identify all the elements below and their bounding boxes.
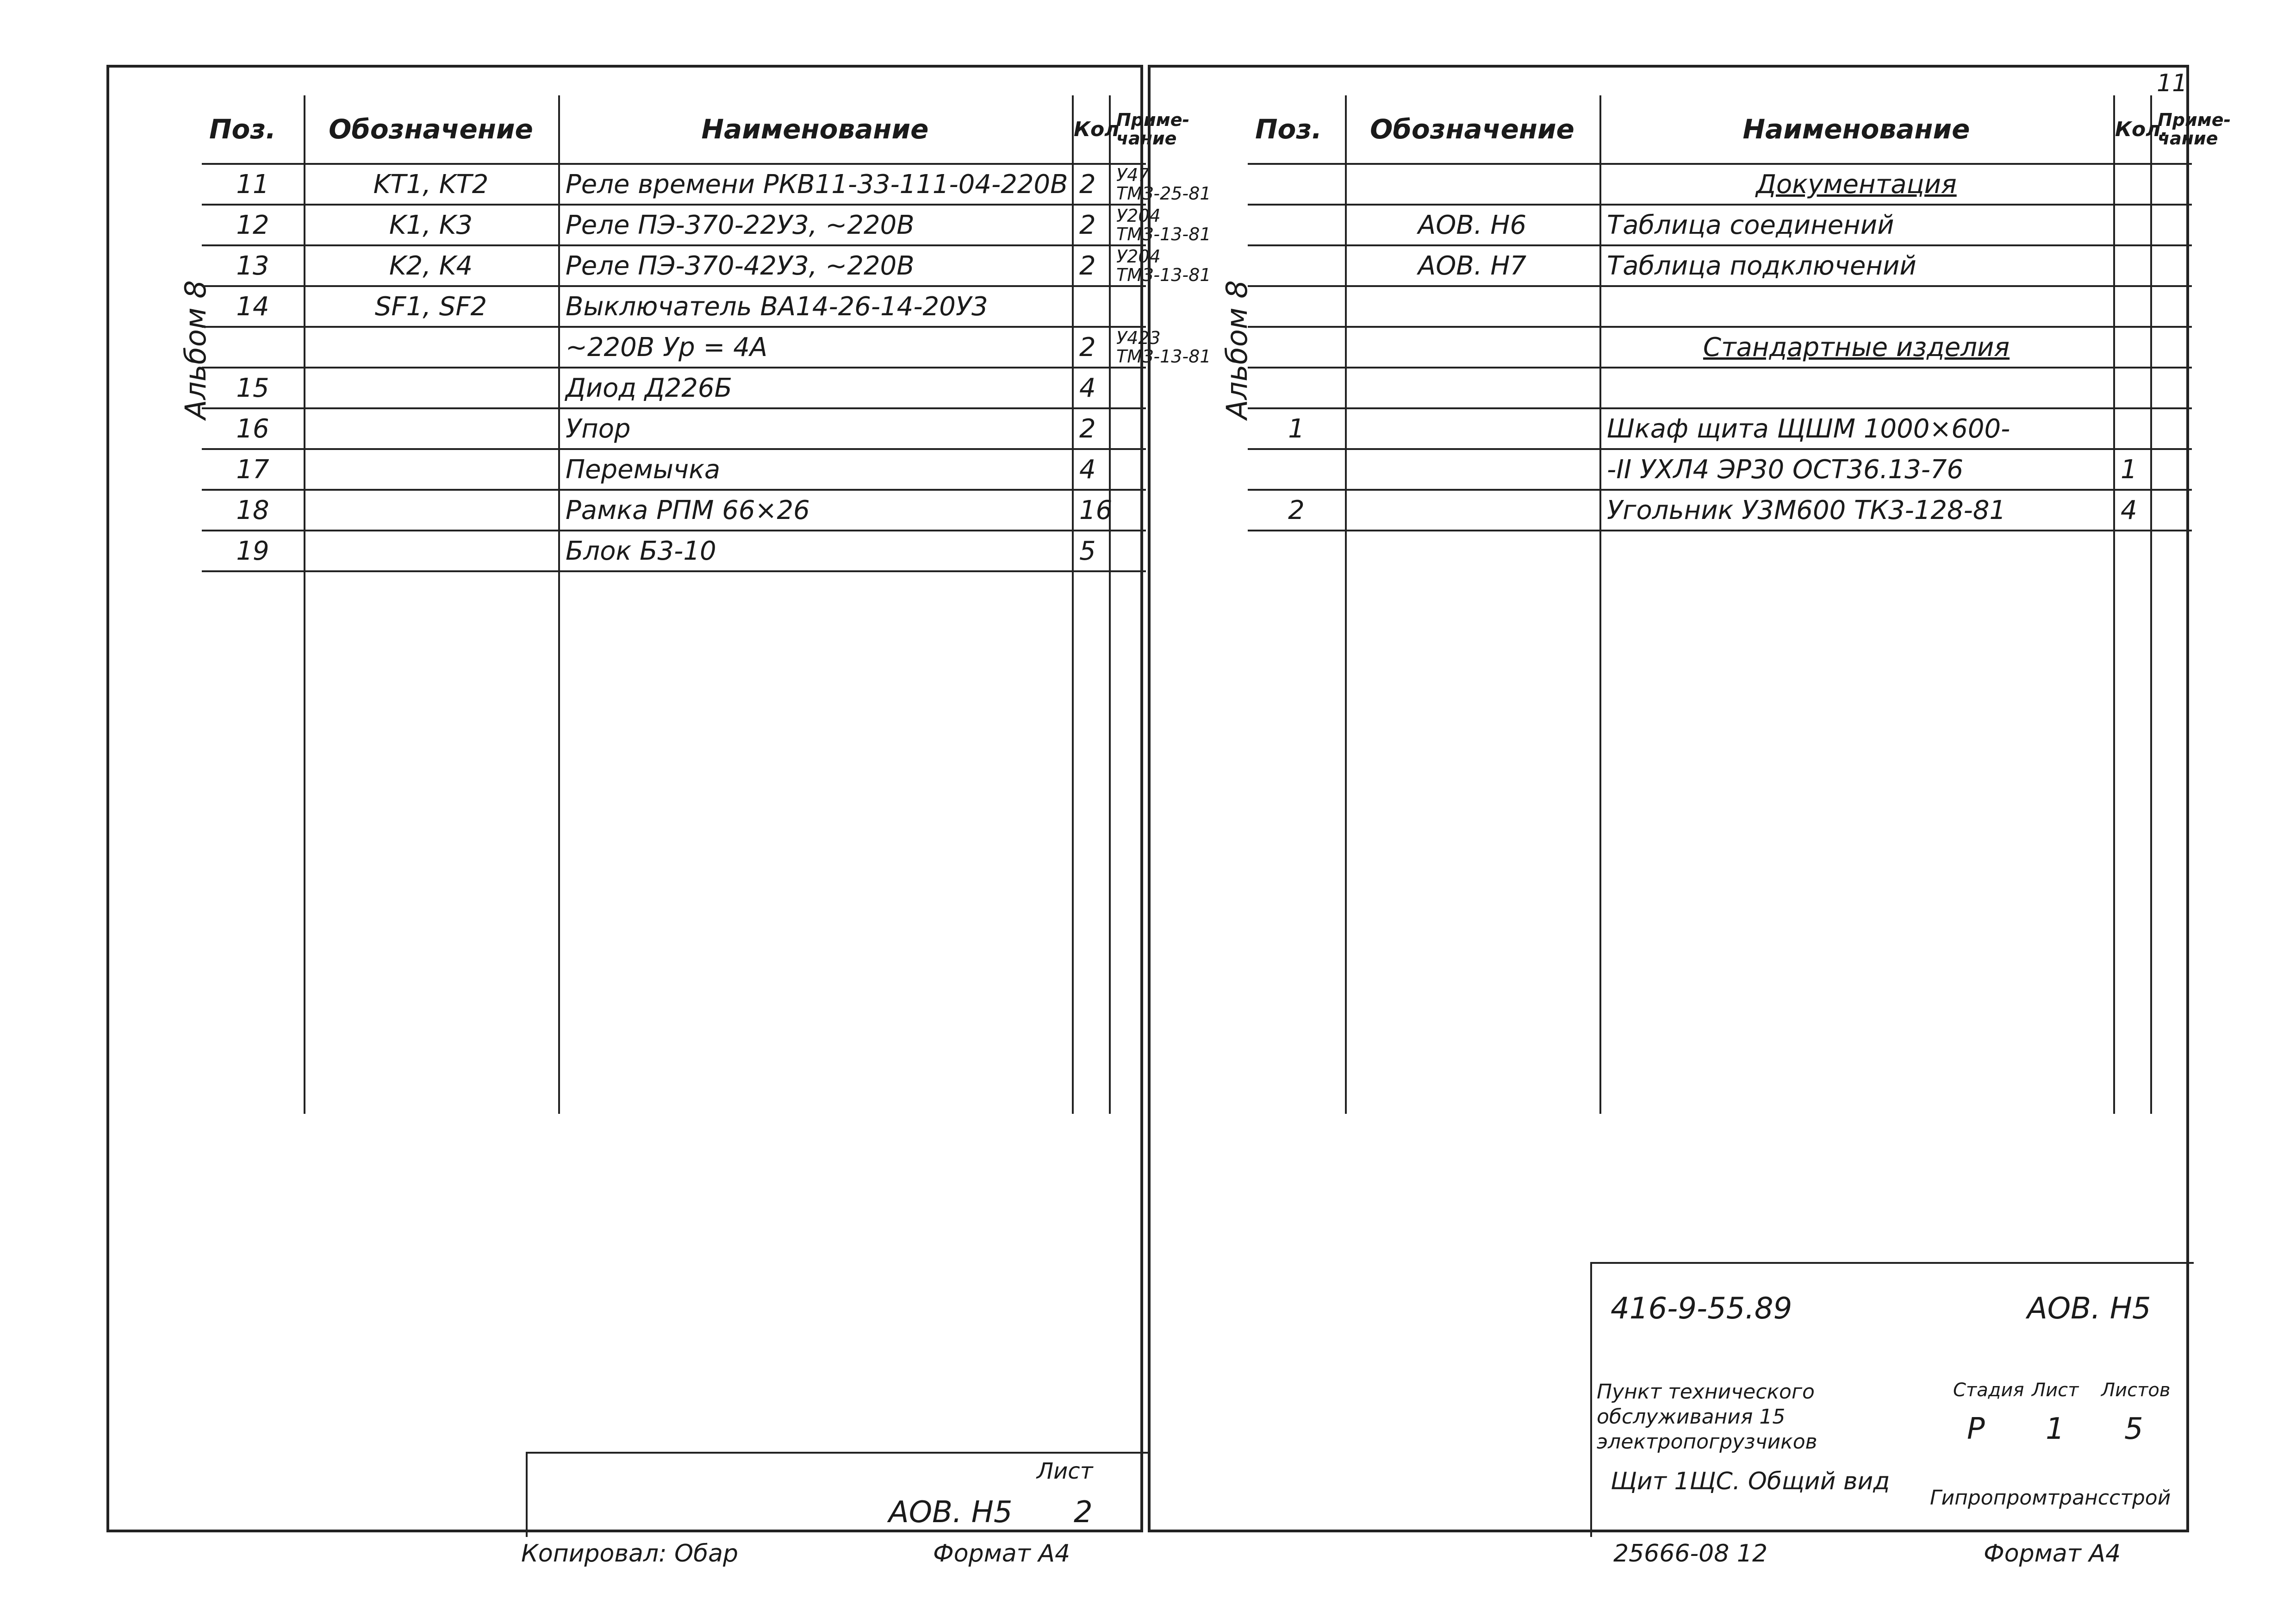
left-table-row — [202, 531, 1146, 572]
left-cell-name: Диод Д226Б — [566, 373, 732, 403]
right-cell-pos — [1248, 246, 1345, 285]
left-cell-qty — [1072, 287, 1109, 326]
right-cell-name: Шкаф щита ЩШМ 1000×600- — [1607, 413, 2010, 444]
right-header-row: Поз. Обозначение Наименование Кол. Приме-чание — [1248, 95, 2192, 165]
right-cell-note — [2150, 246, 2261, 285]
right-cell-pos — [1248, 369, 1345, 407]
left-cell-note: У204 ТМЗ-13-81 — [1116, 246, 1211, 285]
right-cell-pos — [1248, 287, 1345, 326]
left-cell-name: Выключатель ВА14-26-14-20У3 — [566, 291, 988, 322]
left-cell-designation: SF1, SF2 — [374, 291, 487, 322]
right-cell-name: Таблица соединений — [1607, 210, 1894, 240]
left-cell-qty: 2 — [1079, 169, 1096, 200]
left-cell-designation: KT1, KT2 — [373, 169, 489, 200]
left-cell-designation — [304, 328, 558, 367]
left-cell-qty: 2 — [1079, 250, 1096, 281]
right-cell-designation — [1345, 409, 1599, 448]
left-table-row — [202, 409, 1146, 450]
right-cell-pos — [1248, 206, 1345, 244]
right-cell-designation — [1345, 287, 1599, 326]
right-cell-note — [2150, 491, 2261, 530]
left-cell-pos: 13 — [236, 250, 269, 281]
left-cell-pos: 17 — [236, 454, 269, 485]
left-table-row — [202, 450, 1146, 491]
right-cell-pos — [1248, 165, 1345, 204]
left-cell-designation — [304, 409, 558, 448]
right-cell-name: Угольник У3М600 ТК3-128-81 — [1607, 495, 2006, 525]
right-cell-name: Документация — [1756, 169, 1957, 200]
left-stamp: АОВ. Н5 Лист 2 — [526, 1452, 1148, 1537]
left-cell-name: Рамка РПМ 66×26 — [566, 495, 810, 525]
left-cell-qty: 4 — [1079, 373, 1096, 403]
left-cell-pos: 16 — [236, 413, 269, 444]
left-table-row — [202, 328, 1211, 369]
left-table-row — [202, 287, 1146, 328]
right-cell-note — [2150, 409, 2261, 448]
left-sheet: Альбом 8 Поз. Обозначение Наименование Кол Приме-чание 11 KT1, KT2 Реле времени РКВ11-33-111-04-220В 2 У47 ТМЗ-25-81 12 K1, K3 Реле ПЭ-370-22У3, ~220В 2 У204 ТМЗ-13-81 13 K2, K4 Реле ПЭ-370-42У3, ~220В 2 У204 ТМЗ-13-81 14 SF1, SF2 Выключатель ВА14-26-14-20У3 ~220В Ур = 4А 2 У423 ТМЗ-13-81 15 Диод Д226Б 4 16 Упор 2 17 Перемычка 4 18 Рамка РПМ 66×26 16 19 Блок Б3-10 5 АОВ. Н5 Лист 2 Копировал: Обар Формат А4 — [106, 65, 1143, 1532]
right-sheet: Альбом 8 Поз. Обозначение Наименование Кол. Приме-чание Документация АОВ. Н6 Таблица соединений АОВ. Н7 Таблица подключений Стандартные изделия 1 Шкаф щита ЩШМ 1000×600- -II УХЛ4 ЭР30 ОСТ36.13-76 1 2 Угольник У3М600 ТК3-128-81 4 416-9-55.89 АОВ. Н5 Пункт технического обслуживания 15 электропогрузчиков Щит 1ЩС. Общий вид Стадия Р Лист 1 Листов 5 Гипропромтрансстрой 25666-08 12 Формат А4 — [1148, 65, 2189, 1532]
left-cell-name: Реле времени РКВ11-33-111-04-220В — [566, 169, 1068, 200]
right-table-row — [1248, 246, 2192, 287]
right-table-row — [1248, 491, 2192, 531]
right-table-row — [1248, 409, 2192, 450]
right-cell-qty — [2113, 369, 2150, 407]
left-cell-designation — [304, 491, 558, 530]
right-cell-designation: АОВ. Н7 — [1418, 250, 1527, 281]
right-cell-pos — [1248, 328, 1345, 367]
right-table-row — [1248, 206, 2192, 246]
right-cell-name — [1599, 369, 2113, 407]
right-table-row — [1248, 328, 2192, 369]
right-table-row — [1248, 369, 2192, 409]
right-cell-qty — [2113, 206, 2150, 244]
right-table-row — [1248, 450, 2192, 491]
left-table-row — [202, 369, 1146, 409]
left-cell-pos: 15 — [236, 373, 269, 403]
right-cell-qty — [2113, 328, 2150, 367]
left-cell-designation: K2, K4 — [389, 250, 473, 281]
right-cell-note — [2150, 328, 2261, 367]
right-cell-note — [2150, 450, 2261, 489]
left-table-row — [202, 246, 1211, 287]
right-cell-qty — [2113, 409, 2150, 448]
right-cell-designation — [1345, 450, 1599, 489]
right-cell-name: Стандартные изделия — [1703, 332, 2010, 362]
left-cell-note: У204 ТМЗ-13-81 — [1116, 206, 1211, 244]
left-cell-designation — [304, 531, 558, 570]
left-cell-name: Упор — [566, 413, 631, 444]
right-cell-pos — [1248, 450, 1345, 489]
left-cell-qty: 5 — [1079, 536, 1096, 566]
right-spec-table — [1248, 95, 2231, 1114]
right-cell-name — [1599, 287, 2113, 326]
left-cell-qty: 2 — [1079, 332, 1096, 362]
right-cell-designation: АОВ. Н6 — [1418, 210, 1527, 240]
left-cell-qty: 2 — [1079, 413, 1096, 444]
right-table-row — [1248, 165, 2192, 206]
right-cell-name: Таблица подключений — [1607, 250, 1916, 281]
left-cell-note: У423 ТМЗ-13-81 — [1116, 328, 1211, 367]
page-number: 11 — [2157, 69, 2188, 97]
right-cell-designation — [1345, 369, 1599, 407]
left-cell-name: Блок Б3-10 — [566, 536, 716, 566]
right-cell-pos: 2 — [1288, 495, 1305, 525]
right-cell-name: -II УХЛ4 ЭР30 ОСТ36.13-76 — [1607, 454, 1964, 485]
left-cell-name: Реле ПЭ-370-42У3, ~220В — [566, 250, 915, 281]
left-table-row — [202, 165, 1211, 206]
left-cell-name: Реле ПЭ-370-22У3, ~220В — [566, 210, 915, 240]
right-cell-pos: 1 — [1288, 413, 1305, 444]
left-cell-designation — [304, 369, 558, 407]
left-cell-note: У47 ТМЗ-25-81 — [1116, 165, 1211, 204]
left-cell-qty: 2 — [1079, 210, 1096, 240]
right-cell-designation — [1345, 491, 1599, 530]
right-cell-note — [2150, 165, 2261, 204]
left-header-row: Поз. Обозначение Наименование Кол Приме-чание — [202, 95, 1146, 165]
left-cell-name: Перемычка — [566, 454, 721, 485]
right-cell-qty: 4 — [2121, 495, 2137, 525]
left-cell-qty: 4 — [1079, 454, 1096, 485]
right-cell-qty: 1 — [2121, 454, 2137, 485]
left-table-row — [202, 206, 1211, 246]
right-stamp: 416-9-55.89 АОВ. Н5 Пункт технического обслуживания 15 электропогрузчиков Щит 1ЩС. Общий вид Стадия Р Лист 1 Листов 5 Гипропромтрансстрой — [1590, 1262, 2194, 1537]
left-cell-pos: 18 — [236, 495, 269, 525]
right-album-label: Альбом 8 — [1220, 280, 1254, 419]
right-cell-designation — [1345, 328, 1599, 367]
right-cell-note — [2150, 206, 2261, 244]
right-cell-qty — [2113, 246, 2150, 285]
left-table-row — [202, 491, 1146, 531]
left-cell-name: ~220В Ур = 4А — [566, 332, 768, 362]
right-table-row — [1248, 287, 2192, 328]
left-cell-designation: K1, K3 — [389, 210, 473, 240]
left-cell-pos — [202, 328, 304, 367]
right-cell-designation — [1345, 165, 1599, 204]
right-cell-note — [2150, 287, 2261, 326]
right-cell-note — [2150, 369, 2261, 407]
left-cell-pos: 14 — [236, 291, 269, 322]
left-cell-pos: 11 — [236, 169, 269, 200]
left-cell-pos: 12 — [236, 210, 269, 240]
left-album-label: Альбом 8 — [179, 280, 212, 419]
left-cell-pos: 19 — [236, 536, 269, 566]
right-cell-qty — [2113, 287, 2150, 326]
right-cell-qty — [2113, 165, 2150, 204]
left-cell-qty: 16 — [1079, 495, 1113, 525]
left-spec-table — [202, 95, 1211, 1114]
left-cell-designation — [304, 450, 558, 489]
